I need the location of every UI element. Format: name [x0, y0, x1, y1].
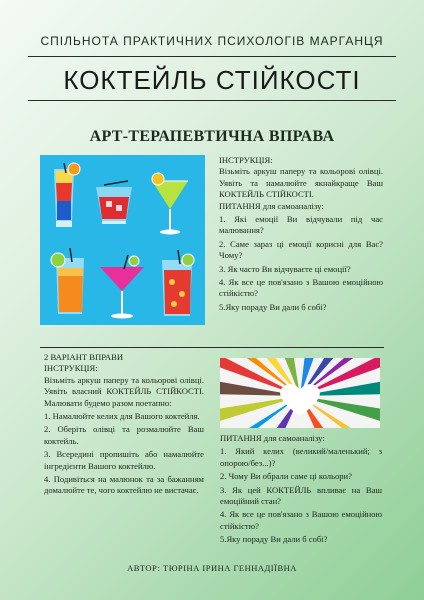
cocktail-glass-pink	[100, 255, 144, 319]
exercise-subtitle: АРТ-ТЕРАПЕВТИЧНА ВПРАВА	[89, 128, 335, 145]
variant1-question: 5.Яку пораду Ви дали б собі?	[219, 301, 327, 312]
variant1-questions-label: ПИТАННЯ для самоаналізу:	[219, 200, 324, 211]
variant2-question: 5.Яку пораду Ви дали б собі?	[220, 534, 328, 545]
variant2-questions	[220, 433, 382, 546]
variant2-step: 2. Оберіть олівці та розмалюйте Ваш коктейль.	[44, 424, 204, 446]
variant2-heading: 2 ВАРІАНТ ВПРАВИ	[44, 352, 124, 362]
variant1-question: 4. Як все це пов'язано з Вашою емоційною стійкістю?	[219, 277, 383, 299]
cocktail-glass-orange	[51, 248, 84, 314]
variant1-question: 3. Як часто Ви відчуваєте ці емоції?	[219, 263, 351, 274]
variant1-text	[219, 155, 383, 313]
cocktail-glass-red-bowl	[96, 181, 132, 224]
divider-bottom	[28, 100, 396, 101]
variant1-instruction-label: ІНСТРУКЦІЯ:	[219, 155, 273, 165]
variant2-question: 3. Як цей КОКТЕЙЛЬ впливає на Ваш емоційний стан?	[220, 484, 382, 507]
variant2-question: 2. Чому Ви обрали саме ці кольори?	[220, 471, 352, 482]
variant2-question: 1. Який келих (великий/маленький; з опорою/без...)?	[220, 446, 382, 468]
cocktail-glass-strawberry	[162, 250, 194, 316]
variant2-text	[44, 352, 204, 497]
variant2-step: 1. Намалюйте келих для Вашого коктейля.	[44, 411, 200, 422]
variant1-question: 1. Які емоції Ви відчували під час малювання?	[219, 214, 383, 236]
organization-name: СПІЛЬНОТА ПРАКТИЧНИХ ПСИХОЛОГІВ МАРГАНЦЯ	[40, 34, 384, 48]
heart-shape	[280, 384, 320, 416]
variant2-instruction-label: ІНСТРУКЦІЯ:	[44, 363, 98, 374]
colored-pencils-heart-image	[220, 358, 380, 428]
cocktails-illustration	[40, 155, 205, 325]
divider-top	[28, 56, 396, 57]
variant1-instruction-text: Візьміть аркуш паперу та кольорові олівці. Уявіть та намалюйте якнайкраще Ваш КОКТЕЙЛЬ СТІЙКОСТІ.	[219, 166, 383, 200]
page-title: КОКТЕЙЛЬ СТІЙКОСТІ	[63, 65, 361, 95]
variant2-step: 4. Подивіться на малюнок та за бажанням домалюйте те, чого коктейлю не вистачає.	[44, 474, 204, 496]
author-credit: АВТОР: ТЮРІНА ІРИНА ГЕННАДІЇВНА	[127, 563, 297, 573]
cocktail-glass-blue	[54, 163, 80, 227]
cocktail-glass-green	[152, 173, 188, 235]
variant2-question: 4. Як все це пов'язано з Вашою емоційною стійкістю?	[220, 509, 382, 531]
section-divider	[40, 347, 384, 348]
variant1-question: 2. Саме зараз ці емоції корисні для Вас? Чому?	[219, 238, 383, 261]
variant2-questions-label: ПИТАННЯ для самоаналізу:	[220, 433, 325, 443]
variant2-step: 3. Всередині пропишіть або намалюйте інгредієнти Вашого коктейлю.	[44, 449, 204, 471]
variant2-instruction-text: Візьміть аркуш паперу та кольорові олівці. Уявіть власний КОКТЕЙЛЬ СТІЙКОСТІ. Малювати будемо разом поетапно:	[44, 374, 204, 408]
